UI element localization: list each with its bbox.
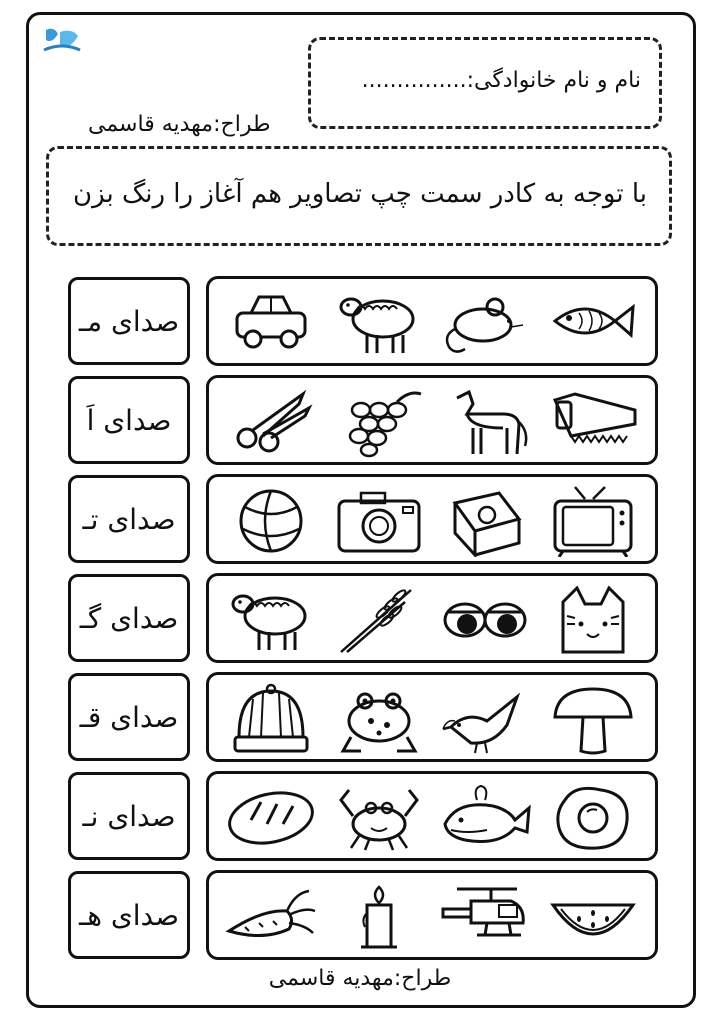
designer-credit-top: طراح:مهدیه قاسمی (88, 112, 271, 137)
frog-icon[interactable] (331, 681, 427, 755)
instruction-text: با توجه به کادر سمت چپ تصاویر هم آغاز را رنگ بزن (73, 179, 647, 209)
sound-label-4: صدای گـ (68, 574, 190, 662)
wheat-icon[interactable] (331, 582, 427, 656)
carrot-icon[interactable] (223, 879, 319, 953)
dove-icon[interactable] (437, 681, 533, 755)
instruction-box (46, 146, 672, 246)
eyes-icon[interactable] (437, 582, 533, 656)
picture-row-7 (206, 870, 658, 960)
grapes-icon[interactable] (331, 384, 427, 458)
student-name-label: نام و نام خانوادگی:............... (361, 68, 641, 93)
horse-icon[interactable] (437, 384, 533, 458)
designer-credit-bottom: طراح:مهدیه قاسمی (268, 966, 452, 991)
fish-icon[interactable] (545, 285, 641, 359)
hat-icon[interactable] (223, 681, 319, 755)
mushroom-icon[interactable] (545, 681, 641, 755)
bread-icon[interactable] (223, 780, 319, 854)
scissors-icon[interactable] (223, 384, 319, 458)
sound-label-2: صدای اَ (68, 376, 190, 464)
sheep-icon[interactable] (331, 285, 427, 359)
picture-row-2 (206, 375, 658, 465)
picture-row-5 (206, 672, 658, 762)
sound-label-1: صدای مـ (68, 277, 190, 365)
picture-row-3 (206, 474, 658, 564)
saw-icon[interactable] (545, 384, 641, 458)
sound-label-3: صدای تـ (68, 475, 190, 563)
camera-icon[interactable] (331, 483, 427, 557)
crab-icon[interactable] (331, 780, 427, 854)
tv-icon[interactable] (545, 483, 641, 557)
sheep-icon[interactable] (223, 582, 319, 656)
sound-label-5: صدای قـ (68, 673, 190, 761)
logo (40, 24, 84, 58)
sharpener-icon[interactable] (437, 483, 533, 557)
logo-icon (40, 24, 84, 58)
cat-icon[interactable] (545, 582, 641, 656)
sound-label-7: صدای هـ (68, 871, 190, 959)
student-name-box[interactable] (308, 37, 662, 129)
whale-icon[interactable] (437, 780, 533, 854)
car-icon[interactable] (223, 285, 319, 359)
sound-label-6: صدای نـ (68, 772, 190, 860)
picture-row-6 (206, 771, 658, 861)
ball-icon[interactable] (223, 483, 319, 557)
helicopter-icon[interactable] (437, 879, 533, 953)
candle-icon[interactable] (331, 879, 427, 953)
egg-icon[interactable] (545, 780, 641, 854)
picture-row-1 (206, 276, 658, 366)
picture-row-4 (206, 573, 658, 663)
watermelon-icon[interactable] (545, 879, 641, 953)
mouse-icon[interactable] (437, 285, 533, 359)
